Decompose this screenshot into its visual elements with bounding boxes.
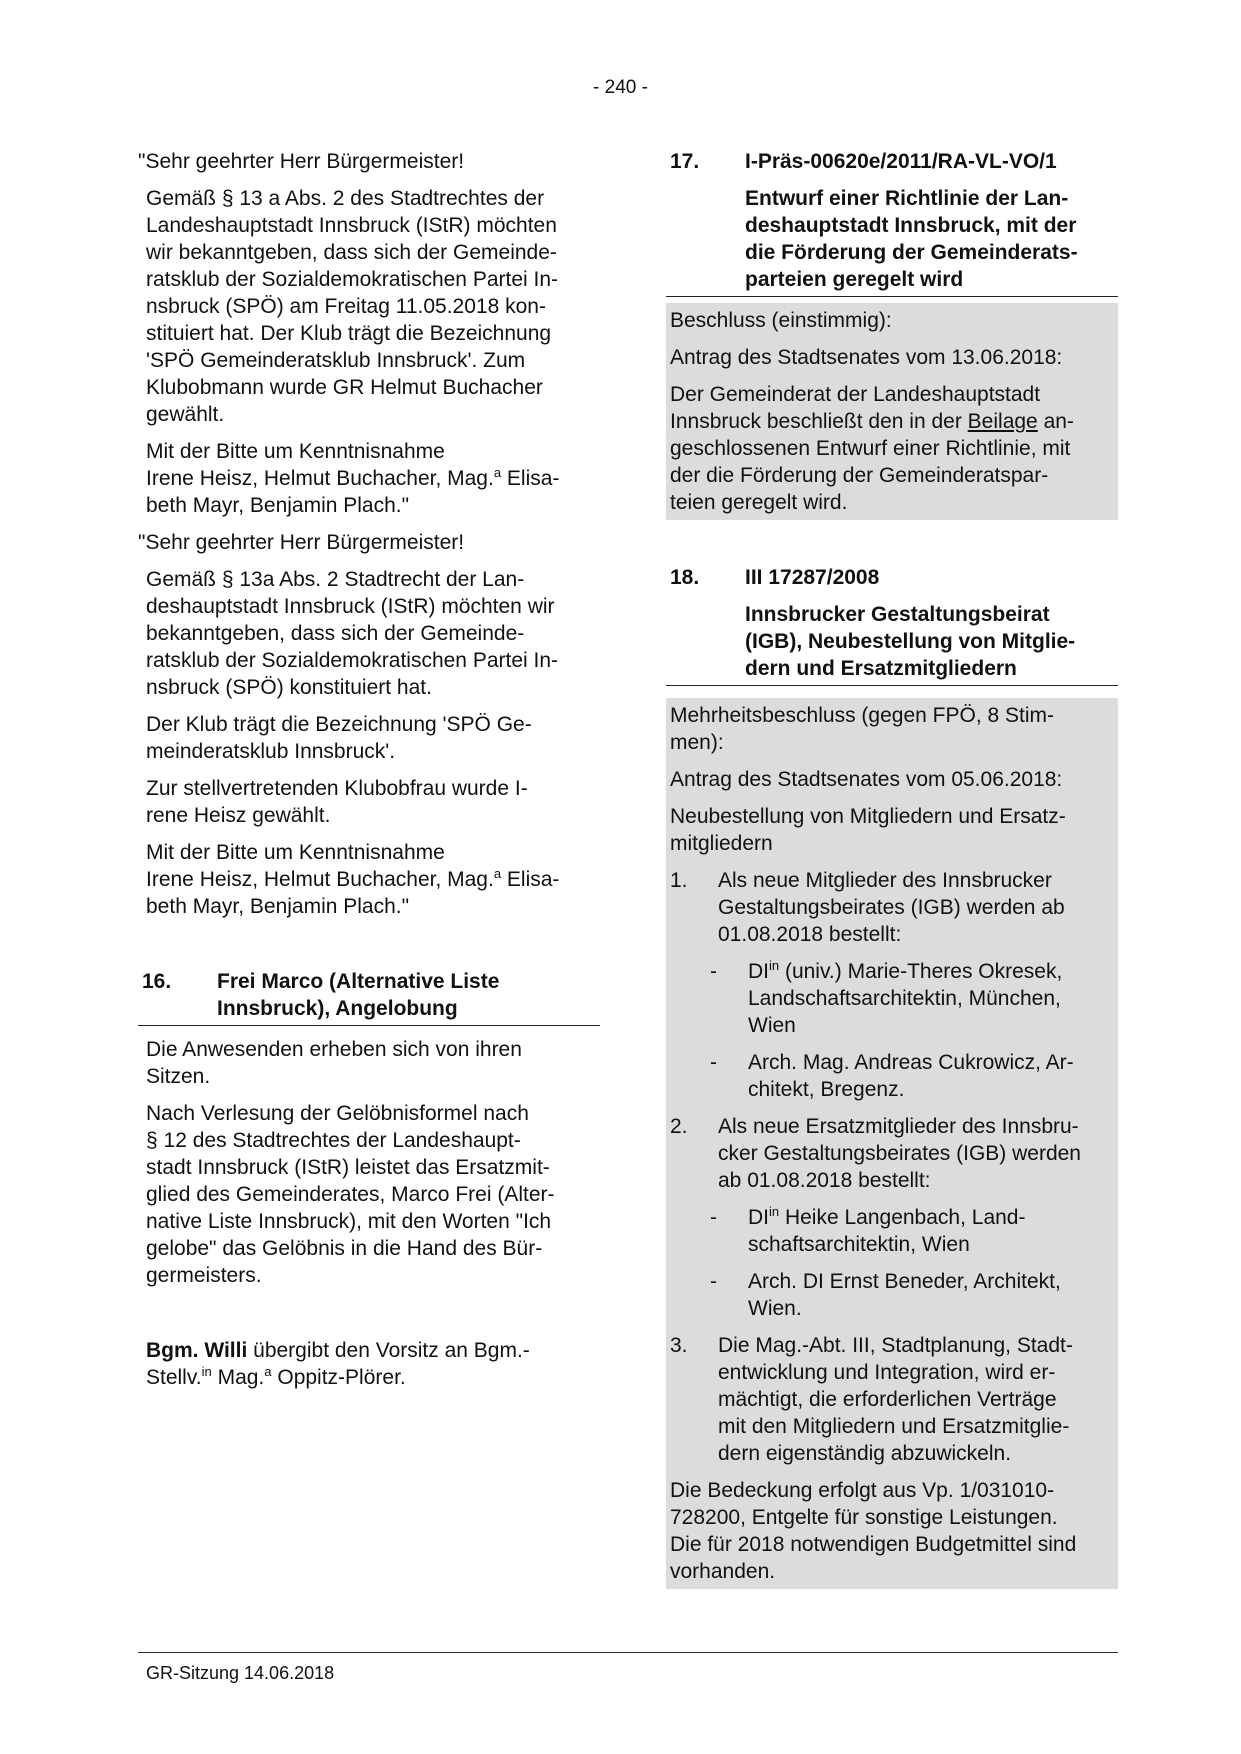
item16-number: 16.: [142, 970, 172, 993]
item18-number: 18.: [670, 566, 700, 589]
text-line: Die für 2018 notwendigen Budgetmittel sind: [670, 1533, 1077, 1556]
text-line: Gestaltungsbeirates (IGB) werden ab: [718, 896, 1065, 919]
text-line: chitekt, Bregenz.: [748, 1078, 905, 1101]
resolution-text: Innsbruck beschließt den in der: [670, 410, 968, 433]
text-line: Entwurf einer Richtlinie der Lan-: [745, 187, 1069, 210]
text-line: mit den Mitgliedern und Ersatzmitglie-: [718, 1415, 1070, 1438]
text-line: mächtigt, die erforderlichen Verträge: [718, 1388, 1057, 1411]
text-line: nsbruck (SPÖ) am Freitag 11.05.2018 kon-: [146, 295, 546, 318]
list-item: [670, 867, 1114, 948]
list-number: 1.: [670, 869, 688, 892]
text-line: [748, 1204, 1114, 1231]
handover-text: übergibt den Vorsitz an Bgm.-: [247, 1339, 530, 1362]
text-line: 728200, Entgelte für sonstige Leistungen.: [670, 1506, 1058, 1529]
letter1-salutation: "Sehr geehrter Herr Bürgermeister!: [138, 150, 465, 173]
attachment-link[interactable]: Beilage: [967, 410, 1038, 433]
speaker-name: Bgm. Willi: [146, 1339, 248, 1362]
text-line: mitgliedern: [670, 832, 773, 855]
item16-header: [138, 968, 600, 1026]
letter2-salutation: "Sehr geehrter Herr Bürgermeister!: [138, 531, 465, 554]
text-line: schaftsarchitektin, Wien: [748, 1233, 970, 1256]
text-line: Arch. Mag. Andreas Cukrowicz, Ar-: [748, 1051, 1074, 1074]
item18-motion: Antrag des Stadtsenates vom 05.06.2018:: [670, 768, 1063, 791]
text-line: § 12 des Stadtrechtes der Landeshaupt-: [146, 1129, 521, 1152]
text-line: nsbruck (SPÖ) konstituiert hat.: [146, 676, 432, 699]
text-line: Arch. DI Ernst Beneder, Architekt,: [748, 1270, 1061, 1293]
dash-marker: -: [710, 1206, 717, 1229]
list-text: [718, 1113, 1114, 1194]
text-line: cker Gestaltungsbeirates (IGB) werden: [718, 1142, 1081, 1165]
text-line: Gemäß § 13 a Abs. 2 des Stadtrechtes der: [146, 187, 545, 210]
signature-text: Elisa-: [501, 868, 560, 891]
item17-motion: Antrag des Stadtsenates vom 13.06.2018:: [670, 346, 1063, 369]
letter1-closing: Mit der Bitte um Kenntnisnahme: [146, 440, 445, 463]
item16-heading: [138, 968, 600, 1022]
text-line: [670, 408, 1114, 435]
item17-decision: Beschluss (einstimmig):: [670, 309, 892, 332]
sub-list-item: [670, 958, 1114, 1039]
superscript: in: [769, 1204, 780, 1219]
text-line: Landeshauptstadt Innsbruck (IStR) möchten: [146, 214, 557, 237]
text-line: deshauptstadt Innsbruck (IStR) möchten wir: [146, 595, 555, 618]
signature-text: Irene Heisz, Helmut Buchacher, Mag.: [146, 868, 494, 891]
item17-title: [666, 185, 1118, 293]
letter2-body: [138, 566, 600, 701]
dash-marker: -: [710, 1051, 717, 1074]
sub-list-text: [748, 1268, 1114, 1322]
text-line: Sitzen.: [146, 1065, 211, 1088]
resolution-text: an-: [1037, 410, 1074, 433]
text-line: gewählt.: [146, 403, 225, 426]
text-line: [146, 1364, 600, 1391]
sub-list-text: [748, 958, 1114, 1039]
text-line: Die Mag.-Abt. III, Stadtplanung, Stadt-: [718, 1334, 1073, 1357]
member-text: Heike Langenbach, Land-: [779, 1206, 1026, 1229]
signature-text: Elisa-: [501, 467, 560, 490]
text-line: (IGB), Neubestellung von Mitglie-: [745, 630, 1076, 653]
text-line: Landschaftsarchitektin, München,: [748, 987, 1061, 1010]
text-line: Frei Marco (Alternative Liste: [217, 970, 500, 993]
sub-list-item: [670, 1049, 1114, 1103]
item17-reference: I-Präs-00620e/2011/RA-VL-VO/1: [745, 150, 1057, 173]
text-line: ratsklub der Sozialdemokratischen Partei In-: [146, 649, 559, 672]
superscript: in: [201, 1364, 212, 1379]
handover-text: Mag.: [211, 1366, 265, 1389]
text-line: vorhanden.: [670, 1560, 776, 1583]
text-line: bekanntgeben, dass sich der Gemeinde-: [146, 622, 525, 645]
member-text: (univ.) Marie-Theres Okresek,: [779, 960, 1063, 983]
letter1-body: [138, 185, 600, 428]
text-line: germeisters.: [146, 1264, 262, 1287]
text-line: Nach Verlesung der Gelöbnisformel nach: [146, 1102, 529, 1125]
text-line: beth Mayr, Benjamin Plach.": [146, 895, 410, 918]
text-line: gelobe" das Gelöbnis in die Hand des Bür-: [146, 1237, 543, 1260]
text-line: meinderatsklub Innsbruck'.: [146, 740, 396, 763]
chair-handover: [138, 1337, 600, 1391]
letter2-para2: [138, 711, 600, 765]
text-line: die Förderung der Gemeinderats-: [745, 241, 1078, 264]
item17-resolution: [670, 381, 1114, 516]
text-line: parteien geregelt wird: [745, 268, 964, 291]
text-line: glied des Gemeinderates, Marco Frei (Alter-: [146, 1183, 555, 1206]
text-line: Der Gemeinderat der Landeshauptstadt: [670, 383, 1041, 406]
text-line: Die Anwesenden erheben sich von ihren: [146, 1038, 522, 1061]
text-line: Innsbruck), Angelobung: [217, 997, 458, 1020]
item18-heading: [666, 564, 1118, 591]
right-column: [666, 148, 1118, 1589]
text-line: entwicklung und Integration, wird er-: [718, 1361, 1056, 1384]
list-number: 2.: [670, 1115, 688, 1138]
text-line: Als neue Mitglieder des Innsbrucker: [718, 869, 1052, 892]
sub-list-item: [670, 1204, 1114, 1258]
text-line: stadt Innsbruck (IStR) leistet das Ersatzmit-: [146, 1156, 550, 1179]
letter2-para3: [138, 775, 600, 829]
item18-subject: [670, 803, 1114, 857]
text-line: [146, 866, 600, 893]
text-line: Innsbrucker Gestaltungsbeirat: [745, 603, 1050, 626]
superscript: in: [769, 958, 780, 973]
text-line: Wien.: [748, 1297, 802, 1320]
text-line: Mehrheitsbeschluss (gegen FPÖ, 8 Stim-: [670, 704, 1054, 727]
title-prefix: DI: [748, 960, 769, 983]
dash-marker: -: [710, 1270, 717, 1293]
dash-marker: -: [710, 960, 717, 983]
text-line: wir bekanntgeben, dass sich der Gemeinde-: [146, 241, 557, 264]
text-line: dern und Ersatzmitgliedern: [745, 657, 1017, 680]
letter2-signature: [138, 839, 600, 920]
item17-header: [666, 148, 1118, 297]
item17-heading: [666, 148, 1118, 175]
item18-header: [666, 564, 1118, 686]
item18-reference: III 17287/2008: [745, 566, 880, 589]
text-line: deshauptstadt Innsbruck, mit der: [745, 214, 1077, 237]
superscript: a: [493, 465, 502, 480]
text-line: rene Heisz gewählt.: [146, 804, 331, 827]
text-line: men):: [670, 731, 724, 754]
text-line: [748, 958, 1114, 985]
text-line: geschlossenen Entwurf einer Richtlinie, mit: [670, 437, 1071, 460]
text-line: dern eigenständig abzuwickeln.: [718, 1442, 1012, 1465]
item16-title: [217, 968, 600, 1022]
letter2-closing: Mit der Bitte um Kenntnisnahme: [146, 841, 445, 864]
text-line: native Liste Innsbruck), mit den Worten "Ich: [146, 1210, 552, 1233]
handover-text: Stellv.: [146, 1366, 202, 1389]
list-item: [670, 1332, 1114, 1467]
text-line: Zur stellvertretenden Klubobfrau wurde I-: [146, 777, 528, 800]
handover-text: Oppitz-Plörer.: [271, 1366, 406, 1389]
item18-decision-box: [666, 698, 1118, 1589]
text-line: Gemäß § 13a Abs. 2 Stadtrecht der Lan-: [146, 568, 525, 591]
list-item: [670, 1113, 1114, 1194]
text-line: Wien: [748, 1014, 796, 1037]
item18-decision: [670, 702, 1114, 756]
list-number: 3.: [670, 1334, 688, 1357]
item18-funding: [670, 1477, 1114, 1585]
superscript: a: [264, 1364, 272, 1379]
superscript: a: [493, 866, 502, 881]
item17-number: 17.: [670, 150, 700, 173]
text-line: ab 01.08.2018 bestellt:: [718, 1169, 931, 1192]
footer-session-date: GR-Sitzung 14.06.2018: [146, 1663, 335, 1683]
list-text: [718, 1332, 1114, 1467]
item16-para1: [138, 1036, 600, 1090]
footer-divider: [138, 1652, 1118, 1653]
item18-title: [666, 601, 1118, 682]
text-line: 'SPÖ Gemeinderatsklub Innsbruck'. Zum: [146, 349, 526, 372]
letter1-signature: [138, 438, 600, 519]
text-line: [146, 465, 600, 492]
text-line: 01.08.2018 bestellt:: [718, 923, 902, 946]
signature-text: Irene Heisz, Helmut Buchacher, Mag.: [146, 467, 494, 490]
left-column: [138, 148, 600, 1391]
sub-list-item: [670, 1268, 1114, 1322]
list-text: [718, 867, 1114, 948]
text-line: der die Förderung der Gemeinderatspar-: [670, 464, 1049, 487]
text-line: teien geregelt wird.: [670, 491, 848, 514]
text-line: Neubestellung von Mitgliedern und Ersatz-: [670, 805, 1066, 828]
text-line: ratsklub der Sozialdemokratischen Partei In-: [146, 268, 559, 291]
text-line: Als neue Ersatzmitglieder des Innsbru-: [718, 1115, 1079, 1138]
item17-decision-box: [666, 303, 1118, 520]
text-line: stituiert hat. Der Klub trägt die Bezeichnung: [146, 322, 552, 345]
text-line: Klubobmann wurde GR Helmut Buchacher: [146, 376, 543, 399]
text-line: beth Mayr, Benjamin Plach.": [146, 494, 410, 517]
text-line: Der Klub trägt die Bezeichnung 'SPÖ Ge-: [146, 713, 532, 736]
sub-list-text: [748, 1049, 1114, 1103]
page-number: - 240 -: [593, 77, 648, 98]
text-line: [146, 1337, 600, 1364]
title-prefix: DI: [748, 1206, 769, 1229]
sub-list-text: [748, 1204, 1114, 1258]
text-line: Die Bedeckung erfolgt aus Vp. 1/031010-: [670, 1479, 1055, 1502]
item16-para2: [138, 1100, 600, 1289]
